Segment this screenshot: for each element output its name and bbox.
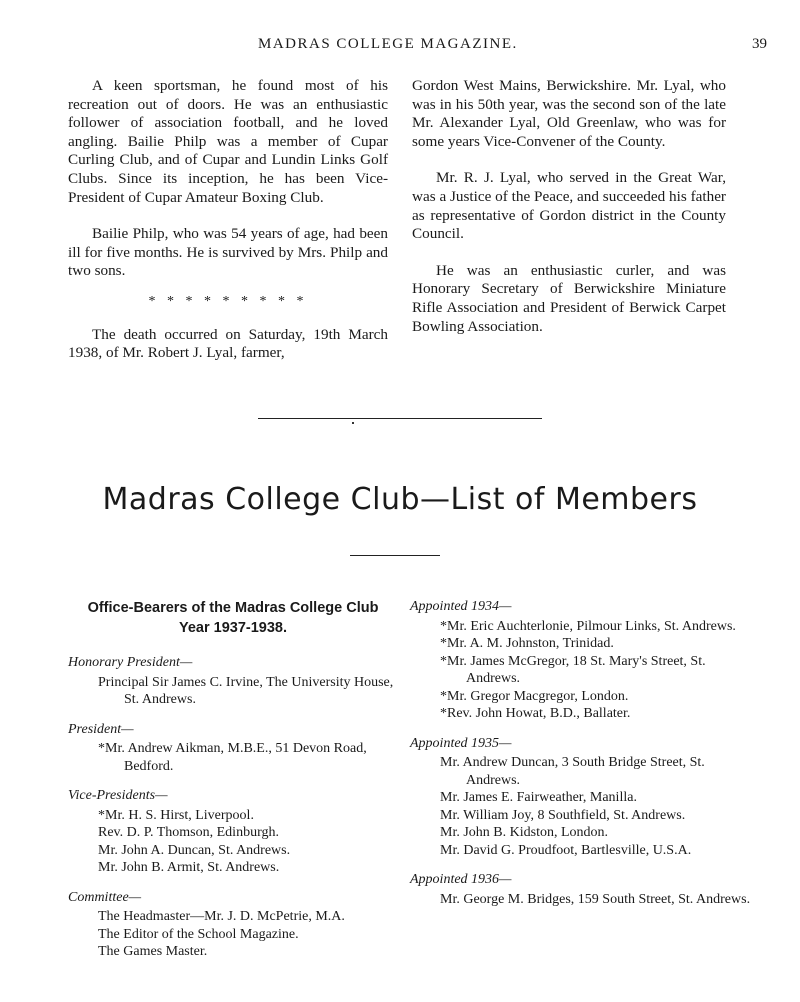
list-item: *Mr. Andrew Aikman, M.B.E., 51 Devon Road, Bedford.: [98, 741, 367, 774]
office-bearers-right-column: [410, 598, 758, 920]
page-header: [0, 36, 800, 60]
running-title: MADRAS COLLEGE MAGAZINE.: [258, 36, 518, 52]
heading-line: Year 1937-1938.: [178, 620, 288, 636]
group-president: [68, 721, 398, 776]
title-underline: [350, 555, 440, 556]
list-item: *Mr. H. S. Hirst, Liverpool.: [98, 807, 254, 823]
list-item: Mr. James E. Fairweather, Manilla.: [440, 790, 637, 805]
list-item: *Mr. A. M. Johnston, Trinidad.: [440, 636, 614, 651]
list-item: Mr. John A. Duncan, St. Andrews.: [98, 842, 291, 858]
page-number: 39: [752, 36, 767, 52]
list-item: The Editor of the School Magazine.: [98, 926, 299, 942]
divider-rule: [258, 418, 542, 419]
paragraph: A keen sportsman, he found most of his recreation out of doors. He was an enthusiastic follower of association football, and he loved angling. Bailie Philp was a member of Cupar Curling Club, and of Cupar and Lundin Links Golf Clubs. Since its inception, he has been Vice-President of Cupar Amateur Boxing Club.: [68, 77, 388, 206]
divider-dot: [352, 422, 354, 424]
group-label: Vice-Presidents—: [68, 788, 168, 803]
group-appointed-1935: [410, 735, 758, 860]
group-label: Appointed 1936—: [410, 872, 512, 887]
paragraph: The death occurred on Saturday, 19th March 1938, of Mr. Robert J. Lyal, farmer,: [68, 325, 388, 362]
group-honorary-president: [68, 654, 398, 709]
list-item: Mr. David G. Proudfoot, Bartlesville, U.S.A.: [440, 842, 692, 858]
group-label: Honorary President—: [68, 655, 193, 670]
list-item: The Games Master.: [98, 944, 208, 959]
list-item: Principal Sir James C. Irvine, The University House, St. Andrews.: [98, 674, 394, 707]
group-label: President—: [68, 721, 134, 737]
list-item: *Mr. Eric Auchterlonie, Pilmour Links, St. Andrews.: [440, 618, 736, 634]
section-separator: * * * * * * * * *: [148, 293, 308, 309]
paragraph: Bailie Philp, who was 54 years of age, had been ill for five months. He is survived by Mrs. Philp and two sons.: [68, 225, 388, 280]
group-label: Appointed 1935—: [410, 735, 512, 751]
list-item: *Rev. John Howat, B.D., Ballater.: [440, 706, 631, 721]
right-column: [412, 77, 726, 354]
left-column: [68, 77, 388, 381]
group-label: Appointed 1934—: [410, 599, 512, 614]
group-appointed-1936: [410, 871, 758, 908]
paragraph: He was an enthusiastic curler, and was Honorary Secretary of Berwickshire Miniature Rifle Association and President of Berwick Carpet Bowling Association.: [412, 261, 726, 335]
list-item: *Mr. Gregor Macgregor, London.: [440, 688, 629, 704]
list-item: Mr. William Joy, 8 Southfield, St. Andrews.: [440, 807, 686, 823]
list-item: Rev. D. P. Thomson, Edinburgh.: [98, 825, 279, 840]
list-item: Mr. John B. Armit, St. Andrews.: [98, 860, 280, 875]
group-label: Committee—: [68, 889, 142, 905]
office-bearers-left-column: [68, 598, 398, 973]
group-committee: [68, 889, 398, 961]
group-vice-presidents: [68, 787, 398, 877]
list-item: Mr. George M. Bridges, 159 South Street, St. Andrews.: [440, 891, 751, 907]
paragraph: Gordon West Mains, Berwickshire. Mr. Lyal, who was in his 50th year, was the second son of the late Mr. Alexander Lyal, Old Greenlaw, who was for some years Vice-Convener of the County.: [412, 77, 726, 150]
heading-line: Office-Bearers of the Madras College Club: [87, 600, 379, 616]
office-bearers-heading: [68, 598, 398, 638]
group-appointed-1934: [410, 598, 758, 723]
list-item: Mr. John B. Kidston, London.: [440, 825, 609, 840]
list-item: The Headmaster—Mr. J. D. McPetrie, M.A.: [98, 909, 345, 924]
list-item: Mr. Andrew Duncan, 3 South Bridge Street, St. Andrews.: [440, 755, 705, 788]
section-title: Madras College Club—List of Members: [102, 482, 698, 517]
list-item: *Mr. James McGregor, 18 St. Mary's Street, St. Andrews.: [440, 653, 706, 686]
paragraph: Mr. R. J. Lyal, who served in the Great War, was a Justice of the Peace, and succeeded his father as representative of Gordon district in the County Council.: [412, 169, 726, 243]
